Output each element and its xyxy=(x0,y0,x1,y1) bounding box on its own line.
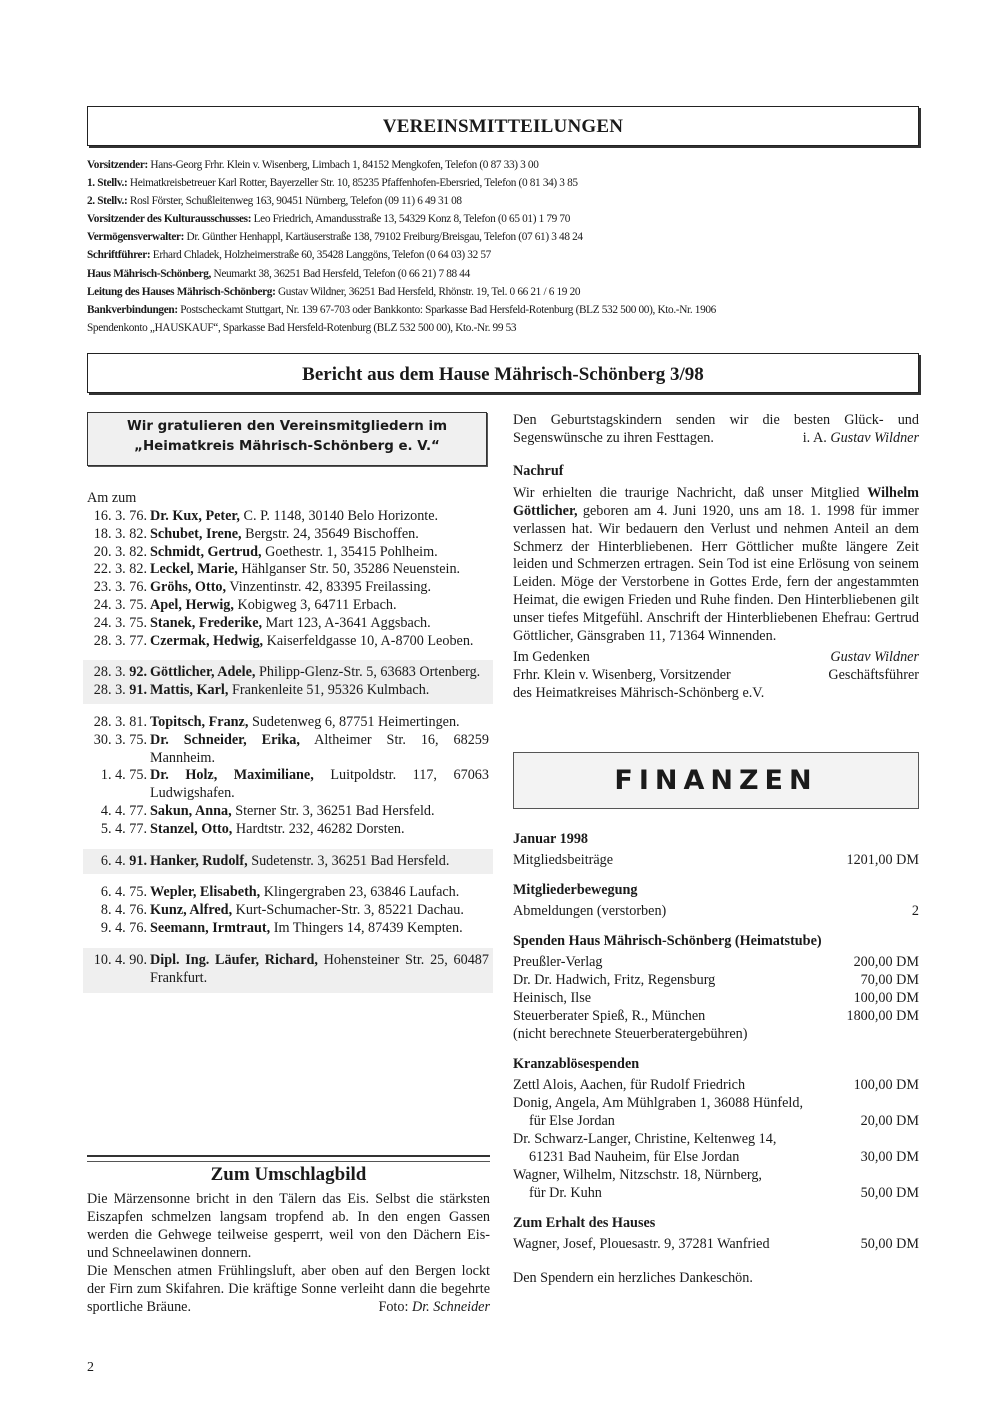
birthday-date: 6. 4. 75. xyxy=(100,884,147,901)
finance-row xyxy=(513,971,919,989)
finance-label: Dr. Dr. Hadwich, Fritz, Regensburg xyxy=(513,972,716,988)
member-address: Vinzentinstr. 42, 83395 Freilassing. xyxy=(226,579,432,596)
finance-row xyxy=(513,1148,919,1166)
finance-label: Zettl Alois, Aachen, für Rudolf Friedrich xyxy=(513,1077,746,1093)
officer-role: Vorsitzender: xyxy=(87,159,148,171)
officer-details: Dr. Günther Henhappl, Kartäuserstraße 138, 79102 Freiburg/Breisgau, Telefon (07 61) 3 48 24 xyxy=(184,231,583,244)
birthday-date: 28. 3. 92. xyxy=(93,664,147,681)
obituary-closing: Im Gedenken xyxy=(513,649,590,666)
obituary-signer1-org: des Heimatkreises Mährisch-Schönberg e.V. xyxy=(513,684,765,701)
officer-role: Haus Mährisch-Schönberg, xyxy=(87,267,212,280)
birthday-date: 20. 3. 82. xyxy=(93,543,147,560)
officer-details: Rosl Förster, Schußleitenweg 163, 90451 Nürnberg, Telefon (09 11) 6 49 31 08 xyxy=(127,195,462,208)
member-address: Klingergraben 23, 63846 Laufach. xyxy=(260,884,460,901)
finance-label: (nicht berechnete Steuerberatergebühren) xyxy=(513,1026,748,1042)
birthday-group-shaded-1 xyxy=(83,660,493,704)
officer-role: Vermögensverwalter: xyxy=(87,231,185,244)
member-name: Topitsch, Franz, xyxy=(150,713,249,730)
finance-label: Abmeldungen (verstorben) xyxy=(513,903,667,919)
member-address: Mart 123, A-3641 Aggsbach. xyxy=(262,614,431,631)
officer-details: Leo Friedrich, Amandusstraße 13, 54329 Konz 8, Telefon (0 65 01) 1 79 70 xyxy=(251,213,571,226)
congrats-box xyxy=(87,412,487,466)
finance-row xyxy=(513,851,919,869)
member-name: Hanker, Rudolf, xyxy=(150,852,248,869)
birthday-date: 10. 4. 90. xyxy=(93,951,147,968)
officer-role: Schriftführer: xyxy=(87,249,151,262)
member-name: Schubet, Irene, xyxy=(150,525,242,542)
birthday-date: 28. 3. 91. xyxy=(93,682,147,699)
birthday-group-3 xyxy=(87,884,489,937)
finance-amount: 70,00 DM xyxy=(860,972,919,988)
birthday-entry xyxy=(87,952,489,988)
finance-label: Wagner, Josef, Plouesastr. 9, 37281 Wanfried xyxy=(513,1236,770,1252)
birthday-entry xyxy=(87,508,489,526)
member-name: Leckel, Marie, xyxy=(150,561,238,578)
section-header-vereinsmitteilungen xyxy=(87,106,919,146)
finance-amount: 50,00 DM xyxy=(860,1185,919,1201)
finance-section-heading: Zum Erhalt des Hauses xyxy=(513,1215,656,1231)
birthday-entry xyxy=(87,714,489,732)
birthday-date: 24. 3. 75. xyxy=(93,596,147,613)
finance-amount: 50,00 DM xyxy=(860,1236,919,1252)
officer-details: Erhard Chladek, Holzheimerstraße 60, 35428 Langgöns, Telefon (0 64 03) 32 57 xyxy=(150,249,491,262)
member-address: Sudetenweg 6, 87751 Heimertingen. xyxy=(248,713,460,730)
birthday-entry xyxy=(87,633,489,651)
donor-thanks: Den Spendern ein herzliches Dankeschön. xyxy=(513,1270,753,1286)
finance-row xyxy=(513,1130,919,1148)
member-address: Sudetenstr. 3, 36251 Bad Hersfeld. xyxy=(247,852,450,869)
cover-paragraph-2: Die Menschen atmen Frühlingsluft, aber oben auf den Bergen lockt der Firn zum Skifahren. Die kräftige Sonne verleiht dann die begehrte sportliche Bräune. xyxy=(87,1263,490,1315)
obituary-signer1: Frhr. Klein v. Wisenberg, Vorsitzender xyxy=(513,667,731,684)
finance-row xyxy=(513,989,919,1007)
finance-label: Preußler-Verlag xyxy=(513,954,603,970)
officer-row xyxy=(87,174,927,192)
birthday-date: 28. 3. 77. xyxy=(93,632,147,649)
finance-amount: 2 xyxy=(911,903,919,919)
member-name: Gröhs, Otto, xyxy=(150,579,227,596)
officer-row xyxy=(87,265,927,283)
officer-details: Neumarkt 38, 36251 Bad Hersfeld, Telefon (0 66 21) 7 88 44 xyxy=(211,267,470,280)
birthday-list xyxy=(87,490,489,993)
birthday-group-1 xyxy=(87,508,489,650)
birthday-entry xyxy=(87,664,489,682)
finance-label: Steuerberater Spieß, R., München xyxy=(513,1008,706,1024)
birthday-entry xyxy=(87,803,489,821)
member-address: Bergstr. 24, 35649 Bischoffen. xyxy=(241,525,419,542)
finance-row xyxy=(513,902,919,920)
member-name: Seemann, Irmtraut, xyxy=(150,919,271,936)
finance-row xyxy=(513,1112,919,1130)
member-name: Dr. Kux, Peter, xyxy=(150,508,240,524)
member-address: Luitpoldstr. 117, 67063 Ludwigshafen. xyxy=(150,767,489,802)
member-name: Stanzel, Otto, xyxy=(150,820,233,837)
birthday-entry xyxy=(87,902,489,920)
birthday-group-shaded-3 xyxy=(83,948,493,994)
birthday-date: 16. 3. 76. xyxy=(93,508,147,524)
officer-details: Hans-Georg Frhr. Klein v. Wisenberg, Limbach 1, 84152 Mengkofen, Telefon (0 87 33) 3 00 xyxy=(147,159,539,171)
finances-title: FINANZEN xyxy=(614,765,818,796)
finance-amount: 200,00 DM xyxy=(853,954,919,970)
officer-row xyxy=(87,283,927,301)
officer-details: Spendenkonto „HAUSKAUF“, Sparkasse Bad Hersfeld-Rotenburg (BLZ 532 500 00), Kto.-Nr. 99 53 xyxy=(87,321,517,334)
finance-label: für Dr. Kuhn xyxy=(529,1185,602,1201)
finance-amount: 100,00 DM xyxy=(853,990,919,1006)
member-name: Kunz, Alfred, xyxy=(150,902,233,919)
member-address: C. P. 1148, 30140 Belo Horizonte. xyxy=(239,508,439,524)
page-number: 2 xyxy=(87,1360,94,1375)
finances-list xyxy=(513,830,919,1287)
birthday-entry xyxy=(87,821,489,839)
officer-row xyxy=(87,301,927,319)
officer-role: Leitung des Hauses Mährisch-Schönberg: xyxy=(87,285,276,298)
officer-role: 2. Stellv.: xyxy=(87,195,128,208)
finance-section-heading: Januar 1998 xyxy=(513,831,589,847)
birthday-entry xyxy=(87,597,489,615)
birthday-entry xyxy=(87,615,489,633)
officer-row xyxy=(87,192,927,210)
member-address: Philipp-Glenz-Str. 5, 63683 Ortenberg. xyxy=(255,664,481,681)
finance-label: 61231 Bad Nauheim, für Else Jordan xyxy=(529,1149,740,1165)
finance-row xyxy=(513,1166,919,1184)
greeting-text: Den Geburtstagskindern senden wir die besten Glück- und Segenswünsche zu ihren Festtagen. xyxy=(513,412,919,446)
finance-row xyxy=(513,1025,919,1043)
birthday-date: 8. 4. 76. xyxy=(100,902,147,919)
finance-label: Wagner, Wilhelm, Nitzschstr. 18, Nürnberg, xyxy=(513,1167,762,1183)
member-name: Apel, Herwig, xyxy=(150,596,234,613)
obituary-text: Wir erhielten die traurige Nachricht, daß unser Mitglied Wilhelm Göttlicher, geboren am 4. Juni 1920, uns am 18. 1. 1998 für immer verlassen hat. Wir bedauern den Verlust und nehmen Anteil an dem Schmerz der Hinterbliebenen. Herr Göttlicher mußte längere Zeit leiden und Schmerzen ertragen. Sein Tod ist eine Erlösung von seinem Leiden. Möge der Verstorbene in Gottes Erde, fern der angestammten Heimat, die ewigen Frieden und Ruhe finden. Den Hinterbliebenen gilt unser tiefes Mitgefühl. Anschrift der Hinterbliebenen Ehefrau: Gertrud Göttlicher, Gänsgraben 11, 71364 Winnenden. xyxy=(513,485,919,644)
birthday-entry xyxy=(87,732,489,768)
birthday-date: 24. 3. 75. xyxy=(93,614,147,631)
finance-label: Dr. Schwarz-Langer, Christine, Keltenweg 14, xyxy=(513,1131,777,1147)
officer-role: Vorsitzender des Kulturausschusses: xyxy=(87,213,252,226)
cover-image-text xyxy=(87,1190,490,1316)
birthday-date: 6. 4. 91. xyxy=(100,852,147,869)
member-address: Im Thingers 14, 87439 Kempten. xyxy=(270,919,463,936)
officer-role: 1. Stellv.: xyxy=(87,177,128,190)
birthday-date: 9. 4. 76. xyxy=(100,919,147,936)
finance-row xyxy=(513,1235,919,1253)
obituary-signer2-name: Gustav Wildner xyxy=(830,649,919,666)
birthday-entry xyxy=(87,544,489,562)
officers-list xyxy=(87,156,927,337)
member-name: Göttlicher, Adele, xyxy=(150,664,256,681)
finance-section-heading: Mitgliederbewegung xyxy=(513,882,638,898)
finance-amount: 100,00 DM xyxy=(853,1077,919,1093)
member-address: Kaiserfeldgasse 10, A-8700 Leoben. xyxy=(263,632,474,649)
member-address: Goethestr. 1, 35415 Pohlheim. xyxy=(261,543,438,560)
member-name: Czermak, Hedwig, xyxy=(150,632,264,649)
birthday-entry xyxy=(87,853,489,871)
member-name: Dipl. Ing. Läufer, Richard, xyxy=(150,951,318,968)
officer-row xyxy=(87,246,927,264)
birthday-entry xyxy=(87,884,489,902)
am-zum-label: Am zum xyxy=(87,490,137,506)
member-name: Stanek, Frederike, xyxy=(150,614,263,631)
double-rule-divider xyxy=(87,1155,490,1162)
congrats-box-line1: Wir gratulieren den Vereinsmitgliedern im xyxy=(126,419,448,434)
finance-row xyxy=(513,1007,919,1025)
finance-section-heading: Spenden Haus Mährisch-Schönberg (Heimatstube) xyxy=(513,933,822,949)
obituary-signer2-role: Geschäftsführer xyxy=(828,667,919,684)
finance-row xyxy=(513,1076,919,1094)
birthday-entry xyxy=(87,579,489,597)
member-name: Sakun, Anna, xyxy=(150,802,232,819)
birthday-date: 1. 4. 75. xyxy=(100,767,147,784)
finances-header-box xyxy=(513,752,919,809)
member-address: Hardtstr. 232, 46282 Dorsten. xyxy=(232,820,405,837)
officer-details: Postscheckamt Stuttgart, Nr. 139 67-703 oder Bankkonto: Sparkasse Bad Hersfeld-Rotenburg (BLZ 532 500 00), Kto.-Nr. 1906 xyxy=(177,303,716,316)
finance-amount: 1800,00 DM xyxy=(846,1008,919,1024)
finance-section-heading: Kranzablösespenden xyxy=(513,1056,640,1072)
officer-row xyxy=(87,319,927,337)
officer-details: Heimatkreisbetreuer Karl Rotter, Bayerzeller Str. 10, 85235 Pfaffenhofen-Ebersried, Telefon (0 81 34) 3 85 xyxy=(127,177,578,190)
finance-row xyxy=(513,1184,919,1202)
officer-details: Gustav Wildner, 36251 Bad Hersfeld, Rhönstr. 19, Tel. 0 66 21 / 6 19 20 xyxy=(275,285,581,298)
section-header-report xyxy=(87,353,919,393)
member-address: Hählganser Str. 50, 35286 Neuenstein. xyxy=(237,561,461,578)
member-name: Schmidt, Gertrud, xyxy=(150,543,262,560)
birthday-entry xyxy=(87,920,489,938)
finance-amount: 30,00 DM xyxy=(860,1149,919,1165)
finance-label: für Else Jordan xyxy=(529,1113,615,1129)
member-address: Sterner Str. 3, 36251 Bad Hersfeld. xyxy=(231,802,435,819)
birthday-entry xyxy=(87,767,489,803)
deceased-name: Wilhelm Göttlicher, xyxy=(513,485,919,519)
birthday-group-shaded-2 xyxy=(83,849,493,875)
finance-amount: 1201,00 DM xyxy=(846,852,919,868)
member-address: Hohensteiner Str. 25, 60487 Frankfurt. xyxy=(150,951,489,986)
birthday-date: 4. 4. 77. xyxy=(100,802,147,819)
birthday-date: 22. 3. 82. xyxy=(93,561,147,578)
finance-label: Donig, Angela, Am Mühlgraben 1, 36088 Hünfeld, xyxy=(513,1095,804,1111)
member-address: Altheimer Str. 16, 68259 Mannheim. xyxy=(150,731,489,766)
finance-row xyxy=(513,1094,919,1112)
birthday-entry xyxy=(87,526,489,544)
birthday-entry xyxy=(87,682,489,700)
member-address: Kurt-Schumacher-Str. 3, 85221 Dachau. xyxy=(232,902,464,919)
officer-row xyxy=(87,156,927,174)
birthday-date: 28. 3. 81. xyxy=(93,713,147,730)
officer-row xyxy=(87,210,927,228)
member-name: Mattis, Karl, xyxy=(150,682,229,699)
cover-paragraph-1: Die Märzensonne bricht in den Tälern das Eis. Selbst die stärksten Eiszapfen schmelzen langsam tropfend ab. In den engen Gassen werden die Gehwege teilweise gesperrt, weil von den Dächern Eis- und Schneelawinen donnern. xyxy=(87,1191,490,1261)
birthday-entry xyxy=(87,561,489,579)
birthday-date: 18. 3. 82. xyxy=(93,525,147,542)
report-title: Bericht aus dem Hause Mährisch-Schönberg 3/98 xyxy=(302,364,704,385)
photo-credit: Foto: Dr. Schneider xyxy=(378,1299,490,1315)
congrats-box-line2: „Heimatkreis Mährisch-Schönberg e. V.“ xyxy=(134,439,440,454)
officer-role: Bankverbindungen: xyxy=(87,303,178,316)
right-column xyxy=(513,412,919,703)
birthday-date: 23. 3. 76. xyxy=(93,579,147,596)
member-name: Dr. Schneider, Erika, xyxy=(150,731,300,748)
cover-image-heading: Zum Umschlagbild xyxy=(210,1164,367,1185)
member-address: Frankenleite 51, 95326 Kulmbach. xyxy=(228,682,430,699)
officer-row xyxy=(87,228,927,246)
birthday-date: 30. 3. 75. xyxy=(93,731,147,748)
member-name: Dr. Holz, Maximiliane, xyxy=(150,767,314,784)
section-title: VEREINSMITTEILUNGEN xyxy=(382,116,624,137)
finance-amount: 20,00 DM xyxy=(860,1113,919,1129)
birthday-date: 5. 4. 77. xyxy=(100,820,147,837)
member-name: Wepler, Elisabeth, xyxy=(150,884,261,901)
obituary-heading: Nachruf xyxy=(513,463,564,480)
finance-label: Mitgliedsbeiträge xyxy=(513,852,614,868)
member-address: Kobigweg 3, 64711 Erbach. xyxy=(233,596,397,613)
finance-label: Heinisch, Ilse xyxy=(513,990,592,1006)
greeting-signature: i. A. Gustav Wildner xyxy=(802,429,919,446)
birthday-group-2 xyxy=(87,714,489,839)
finance-row xyxy=(513,953,919,971)
